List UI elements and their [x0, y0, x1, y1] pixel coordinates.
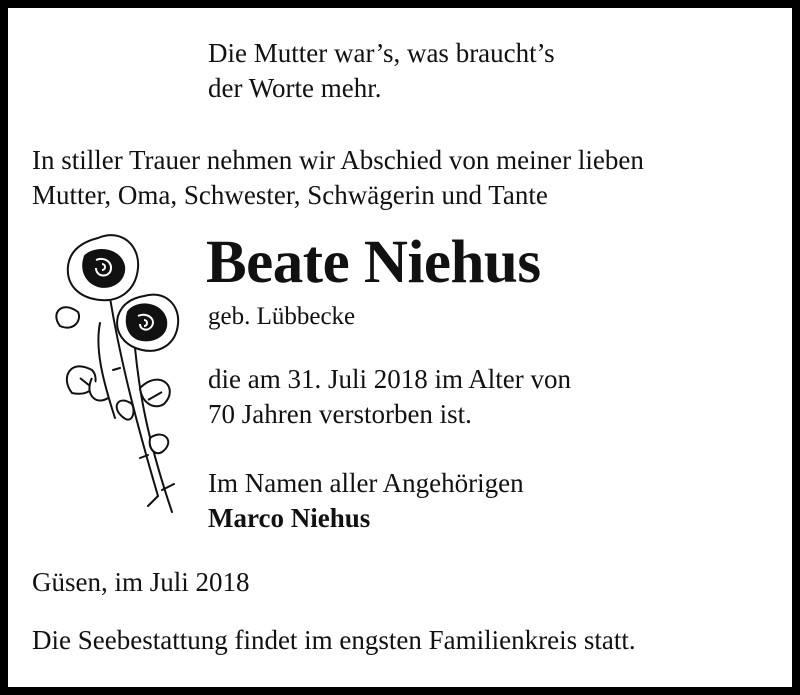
death-line-1: die am 31. Juli 2018 im Alter von	[208, 364, 571, 394]
intro-line-1: In stiller Trauer nehmen wir Abschied von meiner lieben	[32, 145, 644, 175]
family-line: Im Namen aller Angehörigen	[208, 468, 524, 498]
verse-line-1: Die Mutter war’s, was braucht’s	[208, 38, 555, 68]
signer-name: Marco Niehus	[208, 503, 371, 533]
death-line-2: 70 Jahren verstorben ist.	[208, 399, 472, 429]
place-date: Güsen, im Juli 2018	[32, 567, 250, 597]
birth-name: geb. Lübbecke	[208, 303, 356, 330]
death-info	[208, 362, 571, 432]
roses-icon	[40, 228, 200, 528]
intro-line-2: Mutter, Oma, Schwester, Schwägerin und Tante	[32, 180, 548, 210]
deceased-name: Beate Niehus	[206, 229, 541, 296]
burial-note: Die Seebestattung findet im engsten Familienkreis statt.	[32, 625, 636, 655]
intro-text	[32, 143, 644, 213]
verse	[208, 36, 555, 106]
verse-line-2: der Worte mehr.	[208, 73, 382, 103]
family-signature	[208, 466, 524, 536]
